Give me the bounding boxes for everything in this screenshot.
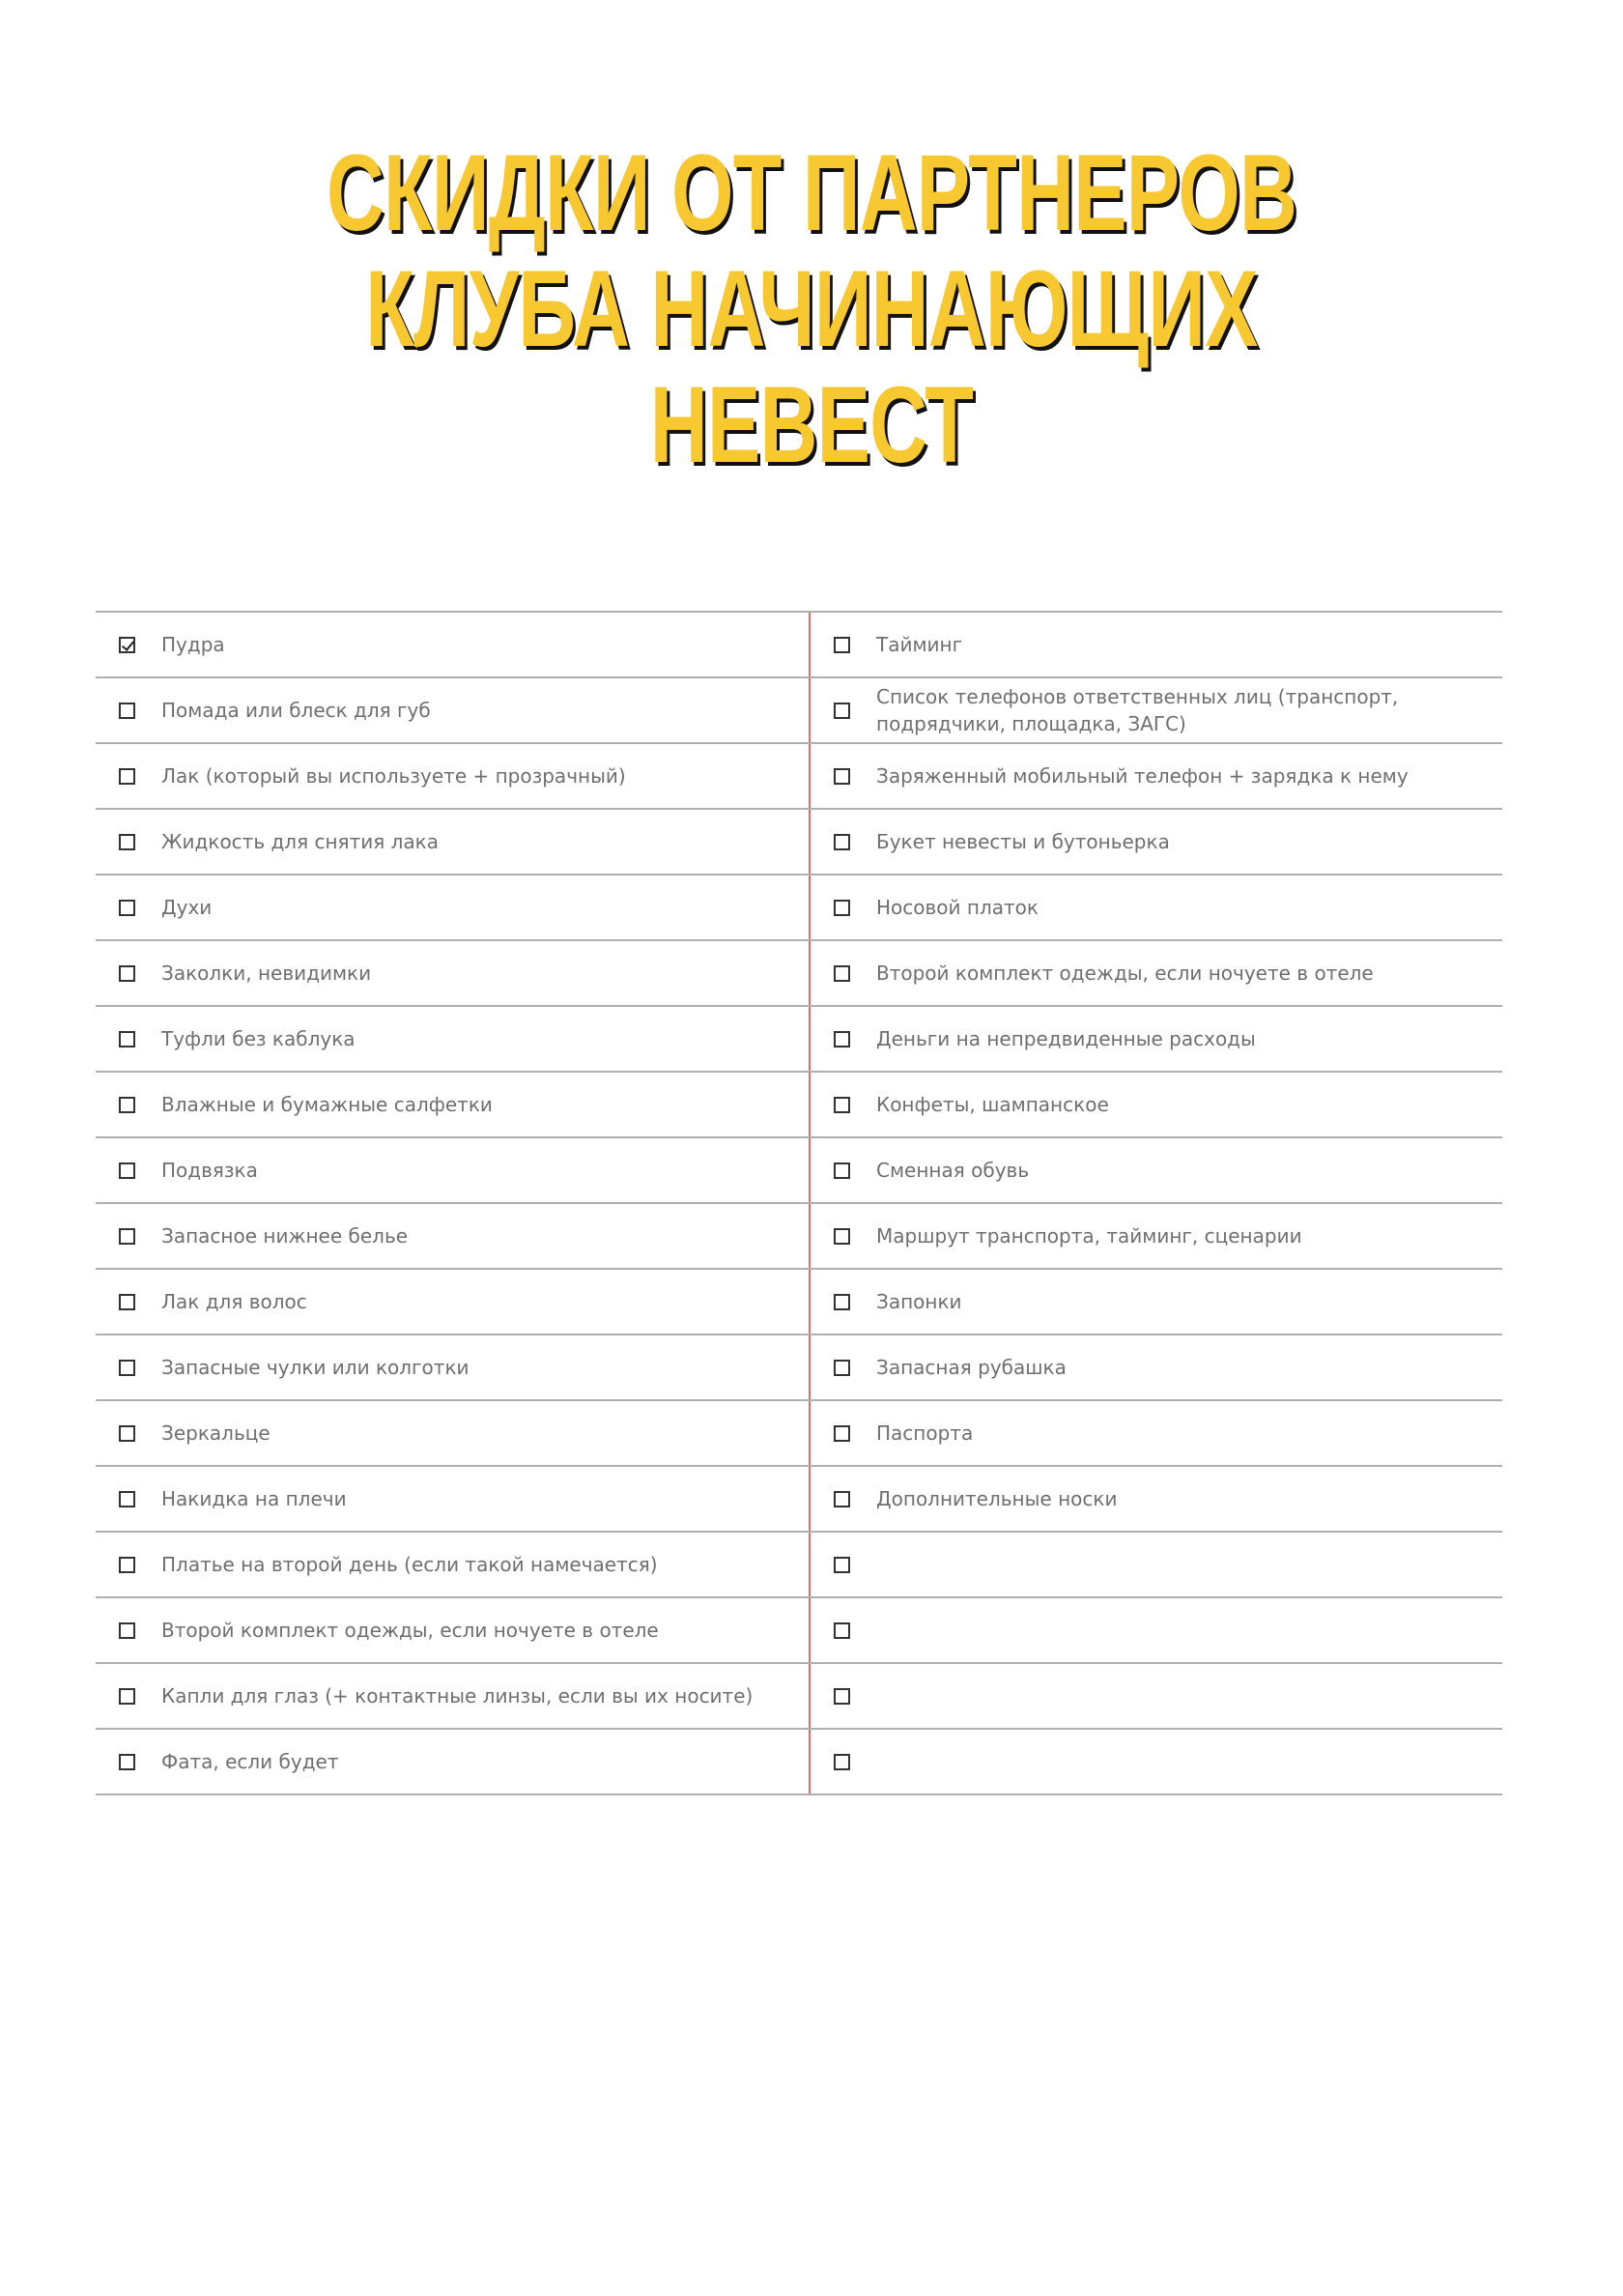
checklist-item-label: Помада или блеск для губ <box>161 699 431 722</box>
table-row <box>96 1467 1502 1533</box>
checklist-item-label: Второй комплект одежды, если ночуете в отеле <box>161 1619 659 1642</box>
checklist-table <box>96 611 1502 1795</box>
checklist-item-left <box>96 875 811 939</box>
checklist-item-label: Запасное нижнее белье <box>161 1224 409 1248</box>
table-row <box>96 875 1502 941</box>
checklist-item-label: Подвязка <box>161 1159 258 1182</box>
checklist-item-right <box>811 941 1502 1005</box>
checklist-item-left <box>96 1730 811 1794</box>
checklist-item-label: Духи <box>161 896 213 919</box>
checklist-item-label: Сменная обувь <box>876 1159 1030 1182</box>
checklist-item-label: Список телефонов ответственных лиц (транспорт, подрядчики, площадка, ЗАГС) <box>876 685 1399 735</box>
checklist-item-label: Паспорта <box>876 1421 974 1445</box>
checklist-item-right <box>811 1598 1502 1662</box>
checkbox-icon[interactable] <box>119 834 135 850</box>
checkbox-icon[interactable] <box>119 1294 135 1310</box>
checkbox-icon[interactable] <box>834 1557 850 1573</box>
checkbox-icon[interactable] <box>834 637 850 653</box>
checkbox-icon[interactable] <box>834 1162 850 1179</box>
checklist-item-right <box>811 1073 1502 1136</box>
checklist-item-right <box>811 744 1502 808</box>
checklist-item-label: Фата, если будет <box>161 1750 339 1773</box>
checklist-item-left <box>96 1401 811 1465</box>
checkbox-icon[interactable] <box>834 1228 850 1245</box>
title-line-2: КЛУБА НАЧИНАЮЩИХ НЕВЕСТ <box>365 248 1258 485</box>
checkbox-icon[interactable] <box>834 1294 850 1310</box>
checkbox-icon[interactable] <box>119 1754 135 1770</box>
checklist-item-right <box>811 1138 1502 1202</box>
checkbox-icon[interactable] <box>119 965 135 982</box>
checklist-item-right <box>811 1204 1502 1268</box>
checklist-item-label: Влажные и бумажные салфетки <box>161 1093 493 1116</box>
checklist-item-right <box>811 613 1502 676</box>
checklist-item-label: Пудра <box>161 633 225 656</box>
checkbox-icon[interactable] <box>834 703 850 719</box>
checklist-item-label: Капли для глаз (+ контактные линзы, если вы их носите) <box>161 1684 754 1708</box>
checklist-item-label: Деньги на непредвиденные расходы <box>876 1027 1256 1050</box>
checklist-item-right <box>811 1664 1502 1728</box>
checklist-item-left <box>96 1138 811 1202</box>
checklist-item-label: Заряженный мобильный телефон + зарядка к нему <box>876 764 1409 788</box>
checklist-item-label: Запонки <box>876 1290 962 1313</box>
checklist-item-right <box>811 875 1502 939</box>
checkbox-icon[interactable] <box>834 1360 850 1376</box>
checklist-item-left <box>96 1007 811 1071</box>
checklist-item-left <box>96 1598 811 1662</box>
checkbox-icon[interactable] <box>834 1622 850 1639</box>
table-row <box>96 1401 1502 1467</box>
checklist-item-right <box>811 1335 1502 1399</box>
table-row <box>96 1335 1502 1401</box>
checklist-item-left <box>96 613 811 676</box>
checklist-item-left <box>96 1335 811 1399</box>
checkbox-icon[interactable] <box>834 1688 850 1705</box>
table-row <box>96 1138 1502 1204</box>
checkbox-icon[interactable] <box>119 900 135 916</box>
checkbox-icon[interactable] <box>834 1031 850 1048</box>
checkbox-icon[interactable] <box>834 1425 850 1442</box>
checklist-item-right <box>811 1401 1502 1465</box>
checklist-item-left <box>96 1270 811 1334</box>
table-row <box>96 613 1502 678</box>
checkbox-icon[interactable] <box>119 703 135 719</box>
table-row <box>96 1007 1502 1073</box>
table-row <box>96 1730 1502 1795</box>
title-line-1: СКИДКИ ОТ ПАРТНЕРОВ <box>326 132 1297 253</box>
checklist-item-label: Тайминг <box>876 633 963 656</box>
checklist-item-label: Запасная рубашка <box>876 1356 1067 1379</box>
checkbox-icon[interactable] <box>834 834 850 850</box>
checklist-item-right <box>811 678 1502 742</box>
checklist-item-right <box>811 1270 1502 1334</box>
table-row <box>96 1073 1502 1138</box>
checkbox-checked-icon[interactable] <box>119 637 135 653</box>
checklist-item-left <box>96 744 811 808</box>
table-row <box>96 1270 1502 1335</box>
checklist-item-right <box>811 810 1502 874</box>
checklist-item-label: Заколки, невидимки <box>161 961 372 985</box>
checklist-item-right <box>811 1533 1502 1596</box>
checkbox-icon[interactable] <box>119 1491 135 1507</box>
checkbox-icon[interactable] <box>119 1622 135 1639</box>
checklist-item-label: Жидкость для снятия лака <box>161 830 439 853</box>
checklist-item-left <box>96 810 811 874</box>
checklist-item-left <box>96 941 811 1005</box>
checkbox-icon[interactable] <box>119 1031 135 1048</box>
checklist-item-left <box>96 1467 811 1531</box>
table-row <box>96 1598 1502 1664</box>
checklist-item-label: Лак для волос <box>161 1290 307 1313</box>
checkbox-icon[interactable] <box>119 1162 135 1179</box>
page-title <box>211 132 1411 485</box>
checklist-item-right <box>811 1007 1502 1071</box>
checklist-item-label: Маршрут транспорта, тайминг, сценарии <box>876 1224 1302 1248</box>
table-row <box>96 1664 1502 1730</box>
checklist-item-label: Носовой платок <box>876 896 1039 919</box>
checkbox-icon[interactable] <box>119 1360 135 1376</box>
checklist-item-label: Запасные чулки или колготки <box>161 1356 470 1379</box>
checkbox-icon[interactable] <box>119 1688 135 1705</box>
checkbox-icon[interactable] <box>119 1228 135 1245</box>
checklist-item-left <box>96 678 811 742</box>
checklist-item-label: Второй комплект одежды, если ночуете в отеле <box>876 961 1374 985</box>
checkbox-icon[interactable] <box>834 1097 850 1113</box>
table-row <box>96 810 1502 875</box>
checklist-item-label: Накидка на плечи <box>161 1487 347 1510</box>
checklist-item-label: Конфеты, шампанское <box>876 1093 1109 1116</box>
checkbox-icon[interactable] <box>834 965 850 982</box>
checkbox-icon[interactable] <box>119 1097 135 1113</box>
checklist-item-label: Туфли без каблука <box>161 1027 356 1050</box>
checkbox-icon[interactable] <box>834 1754 850 1770</box>
checklist-item-label: Букет невесты и бутоньерка <box>876 830 1170 853</box>
table-row <box>96 1533 1502 1598</box>
checklist-item-left <box>96 1664 811 1728</box>
checkbox-icon[interactable] <box>119 1425 135 1442</box>
checklist-item-left <box>96 1204 811 1268</box>
checklist-item-left <box>96 1533 811 1596</box>
checklist-item-left <box>96 1073 811 1136</box>
checkbox-icon[interactable] <box>834 900 850 916</box>
table-row <box>96 744 1502 810</box>
checklist-item-label: Дополнительные носки <box>876 1487 1118 1510</box>
table-row <box>96 678 1502 744</box>
checklist-item-right <box>811 1730 1502 1794</box>
checkbox-icon[interactable] <box>119 1557 135 1573</box>
checkbox-icon[interactable] <box>834 768 850 785</box>
table-row <box>96 941 1502 1007</box>
checklist-item-label: Зеркальце <box>161 1421 270 1445</box>
checklist-item-right <box>811 1467 1502 1531</box>
checkbox-icon[interactable] <box>119 768 135 785</box>
checklist-item-label: Платье на второй день (если такой намечается) <box>161 1553 658 1576</box>
table-row <box>96 1204 1502 1270</box>
checklist-item-label: Лак (который вы используете + прозрачный) <box>161 764 626 788</box>
checkbox-icon[interactable] <box>834 1491 850 1507</box>
